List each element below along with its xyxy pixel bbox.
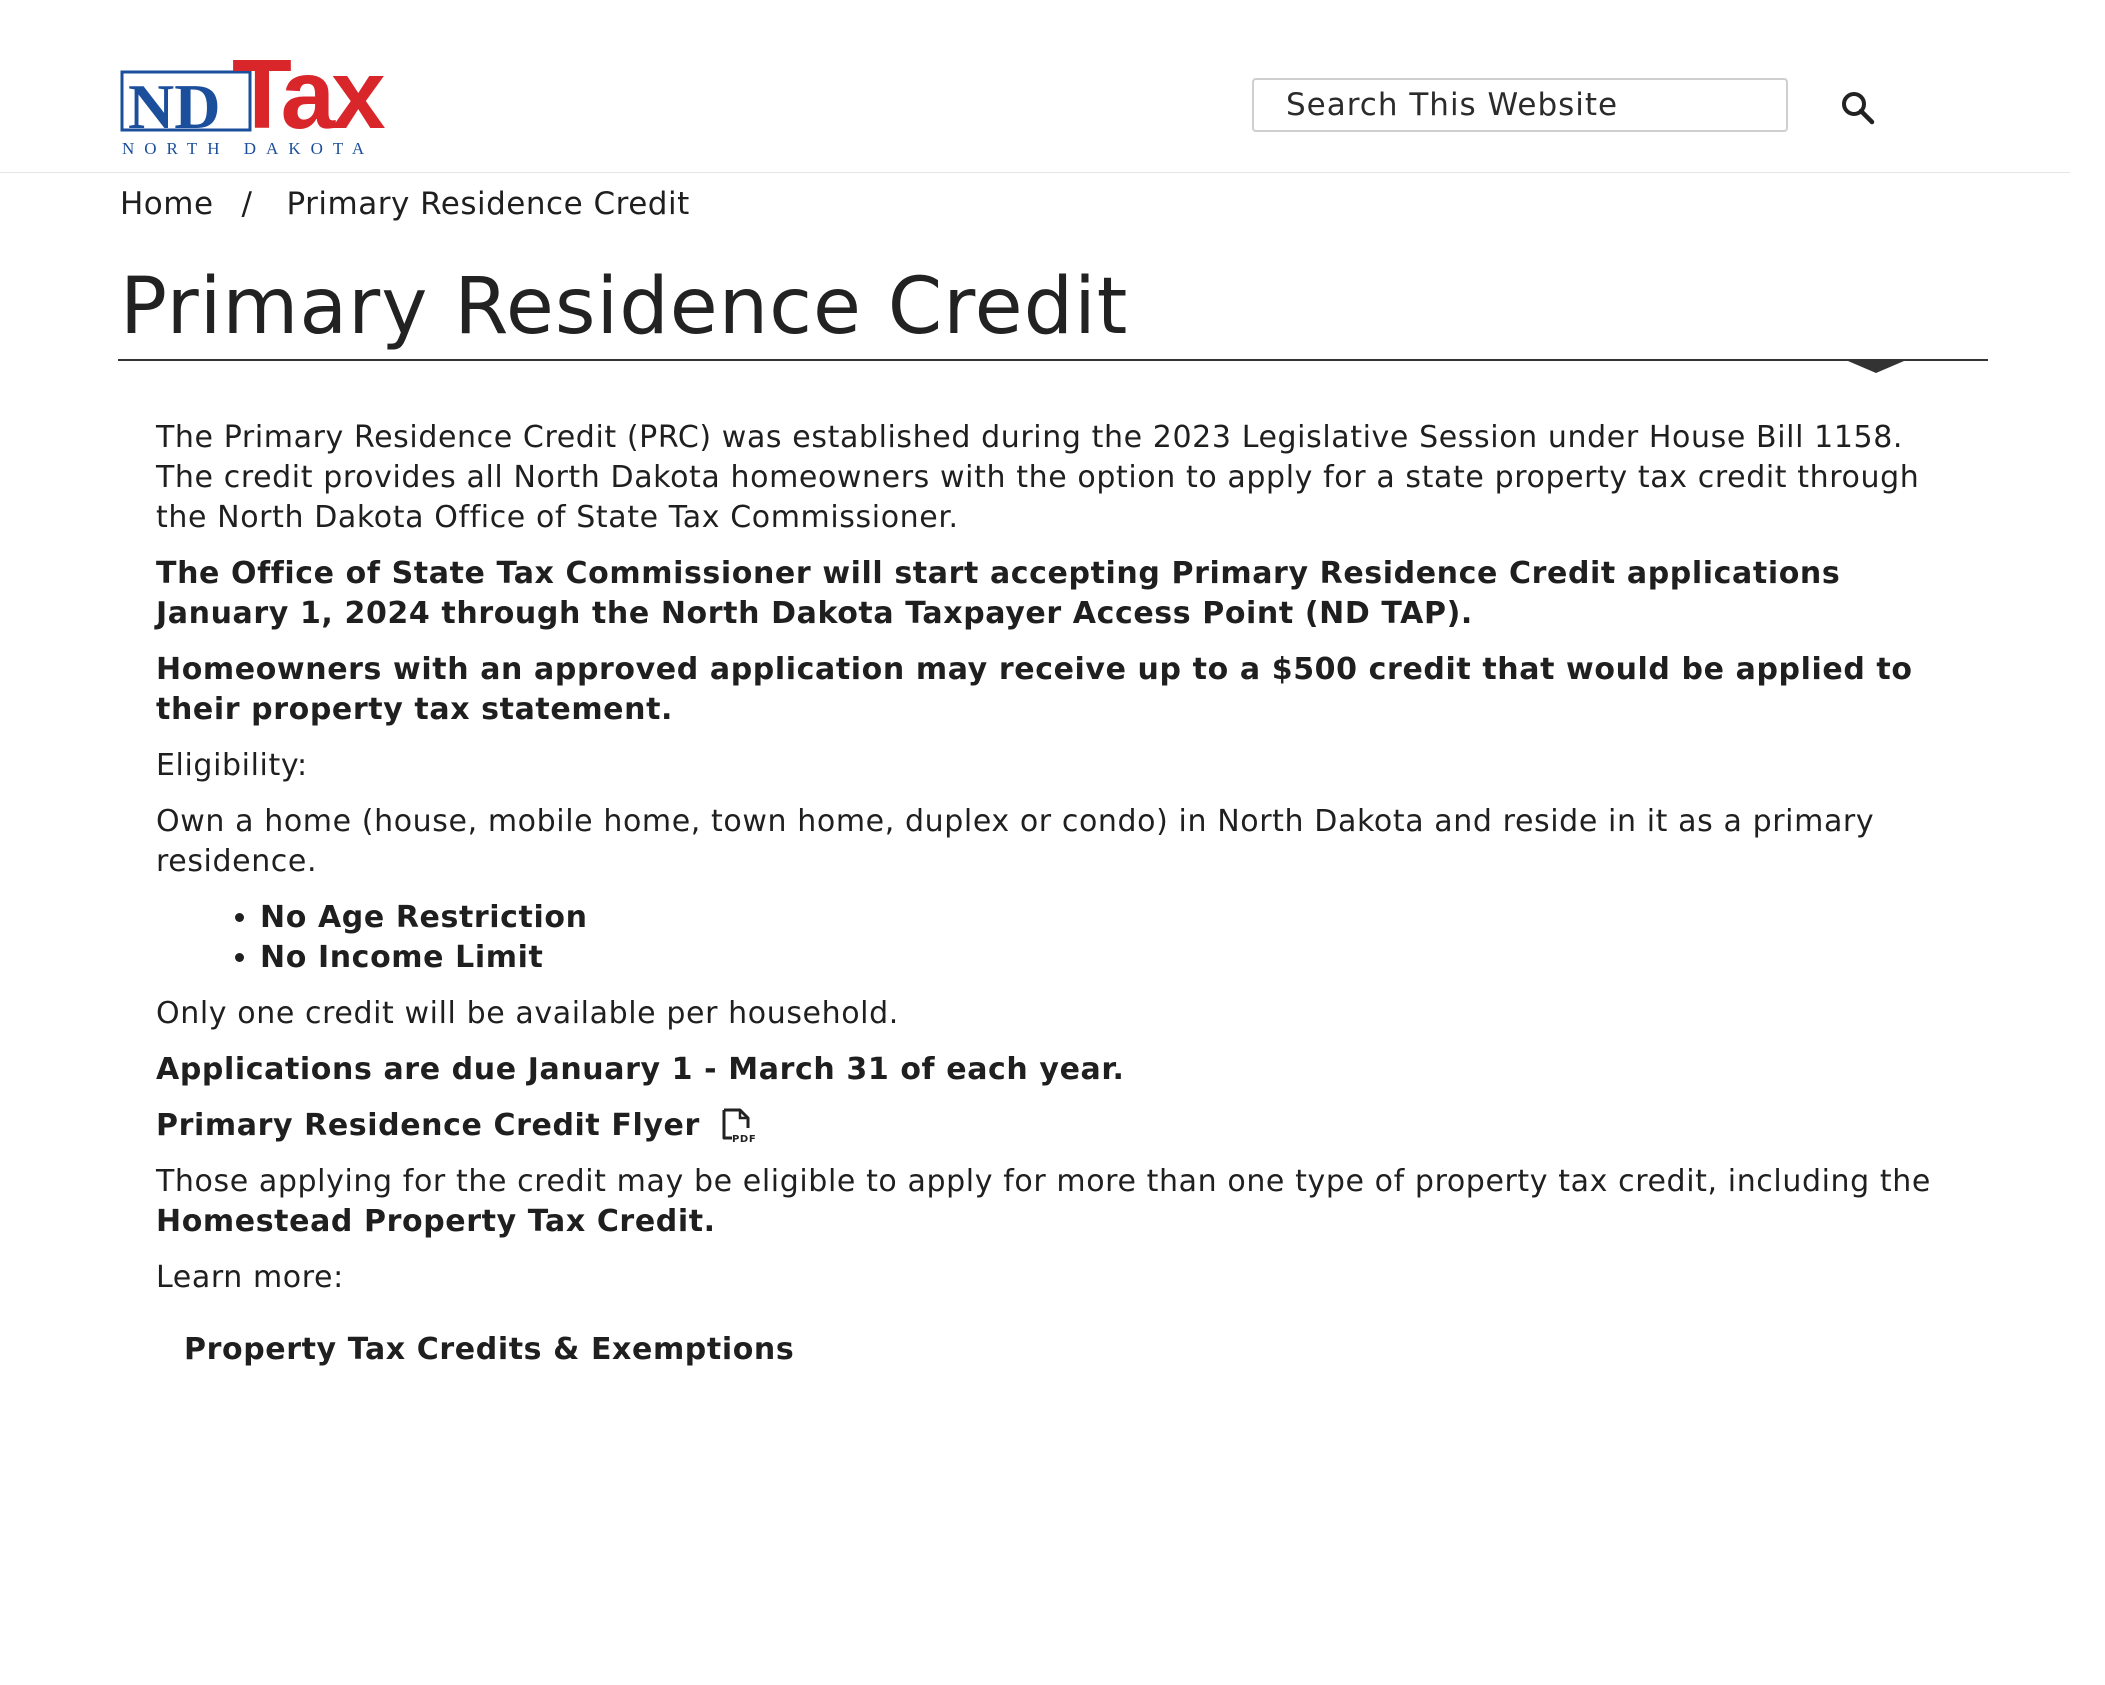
learn-more-label: Learn more: xyxy=(156,1260,344,1295)
breadcrumb-separator: / xyxy=(241,186,253,222)
property-tax-credits-link[interactable]: Property Tax Credits & Exemptions xyxy=(184,1332,795,1367)
page-title: Primary Residence Credit xyxy=(120,262,1129,352)
search-input[interactable] xyxy=(1252,78,1788,132)
other-credits-paragraph xyxy=(156,1162,1956,1242)
due-dates: Applications are due January 1 - March 31 of each year. xyxy=(156,1052,1125,1087)
benefit-paragraph: Homeowners with an approved application may receive up to a $500 credit that would be applied to their property tax statement. xyxy=(156,652,1913,727)
search-icon xyxy=(1839,89,1877,127)
eligibility-label: Eligibility: xyxy=(156,748,308,783)
breadcrumb-home-link[interactable]: Home xyxy=(120,186,214,222)
logo-tax-text: Tax xyxy=(232,44,382,149)
nd-tax-logo[interactable] xyxy=(120,44,470,159)
list-item: • No Age Restriction xyxy=(260,898,1956,938)
main-content xyxy=(156,418,1956,1386)
pdf-file-icon[interactable] xyxy=(718,1106,758,1146)
search-button[interactable] xyxy=(1836,86,1880,130)
title-divider-caret-icon xyxy=(1848,361,1904,373)
svg-text:PDF: PDF xyxy=(731,1134,757,1145)
breadcrumb xyxy=(120,186,690,222)
eligibility-list xyxy=(156,898,1956,978)
site-header xyxy=(0,0,2070,173)
logo-state-text: NORTH DAKOTA xyxy=(122,139,375,158)
intro-paragraph: The Primary Residence Credit (PRC) was established during the 2023 Legislative Session under House Bill 1158. The credit provides all North Dakota homeowners with the option to apply for a state property tax credit through the North Dakota Office of State Tax Commissioner. xyxy=(156,420,1920,535)
household-note: Only one credit will be available per household. xyxy=(156,996,899,1031)
homestead-credit-link[interactable]: Homestead Property Tax Credit. xyxy=(156,1204,716,1239)
title-divider xyxy=(118,359,1988,361)
eligibility-text: Own a home (house, mobile home, town home, duplex or condo) in North Dakota and reside in it as a primary residence. xyxy=(156,804,1875,879)
flyer-link-label[interactable]: Primary Residence Credit Flyer xyxy=(156,1108,700,1143)
flyer-link[interactable] xyxy=(156,1106,1956,1146)
breadcrumb-current: Primary Residence Credit xyxy=(286,186,690,222)
notice-paragraph: The Office of State Tax Commissioner will start accepting Primary Residence Credit applications January 1, 2024 through the North Dakota Taxpayer Access Point (ND TAP). xyxy=(156,556,1841,631)
logo-graphic xyxy=(120,44,470,159)
list-item: • No Income Limit xyxy=(260,938,1956,978)
other-credits-text: Those applying for the credit may be eligible to apply for more than one type of property tax credit, including the xyxy=(156,1164,1931,1199)
logo-nd-text: ND xyxy=(128,71,221,142)
search-placeholder: Search This Website xyxy=(1286,87,1619,123)
